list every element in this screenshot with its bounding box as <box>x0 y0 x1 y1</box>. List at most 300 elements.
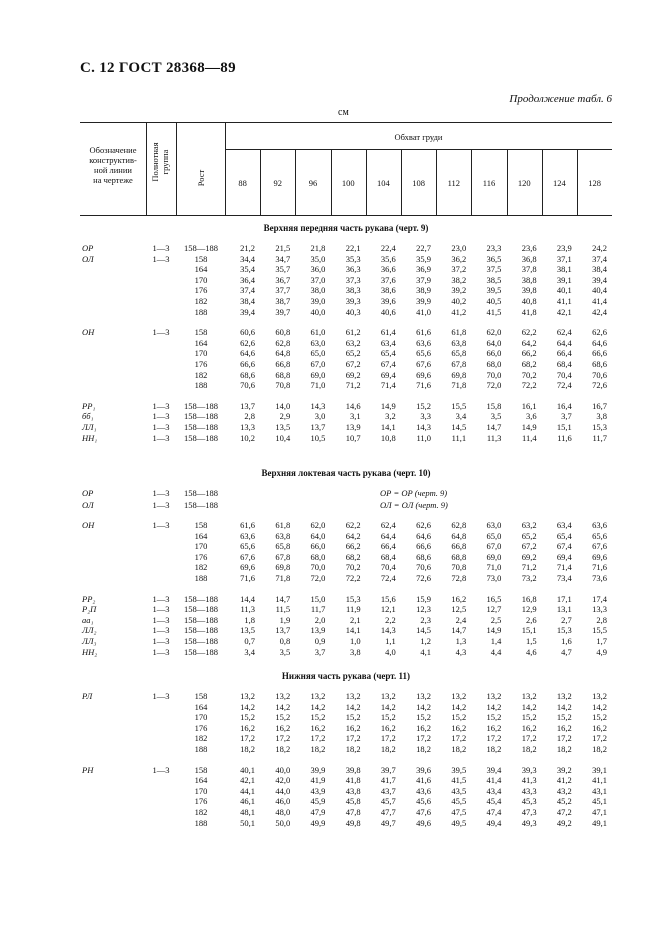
line-designation: ОН <box>82 520 95 530</box>
cell-value: 14,7 <box>275 593 291 604</box>
cell-value: 45,8 <box>345 796 361 807</box>
cell-value: 3,8 <box>596 411 607 422</box>
cell-value: 43,3 <box>521 785 537 796</box>
cell-value: 16,2 <box>521 722 537 733</box>
cell-value: 64,6 <box>240 348 255 359</box>
cell-value: 21,2 <box>240 243 255 253</box>
height-value: 158—188 <box>184 422 218 432</box>
cell-value: 47,4 <box>486 807 502 817</box>
height-value: 182 <box>194 369 208 380</box>
height-value: 176 <box>194 285 208 296</box>
cell-value: 62,0 <box>486 327 502 338</box>
cell-value: 1,2 <box>420 636 431 646</box>
cell-value: 43,4 <box>486 785 502 796</box>
cell-value: 69,6 <box>592 551 607 562</box>
cell-value: 14,2 <box>486 701 502 712</box>
cell-value: 50,1 <box>240 817 255 828</box>
cell-value: 73,0 <box>486 573 502 583</box>
cell-value: 14,2 <box>556 701 572 712</box>
cell-value: 11,6 <box>557 432 572 443</box>
cell-value: 15,8 <box>486 400 502 411</box>
cell-value: 71,2 <box>521 562 537 573</box>
cell-value: 4,1 <box>420 646 431 657</box>
height-value: 158 <box>194 691 208 701</box>
cell-value: 15,2 <box>486 712 502 723</box>
cell-value: 64,6 <box>592 337 607 348</box>
cell-value: 39,8 <box>521 285 537 296</box>
cell-value: 46,1 <box>240 796 255 807</box>
cell-value: 41,0 <box>416 306 431 317</box>
cell-value: 13,9 <box>345 422 361 432</box>
cell-value: 16,2 <box>416 722 431 733</box>
cell-value: 41,7 <box>380 775 396 786</box>
cell-value: 50,0 <box>275 817 291 828</box>
cell-value: 38,0 <box>310 285 326 296</box>
cell-value: 12,3 <box>416 604 431 615</box>
cell-value: 2,5 <box>490 614 502 625</box>
cell-value: 69,4 <box>556 551 572 562</box>
cell-value: 15,2 <box>556 712 572 723</box>
cell-value: 35,4 <box>240 264 255 275</box>
cell-value: 40,0 <box>310 306 326 317</box>
cell-value: 14,9 <box>521 422 537 432</box>
cell-value: 3,7 <box>561 411 572 422</box>
height-value: 182 <box>194 562 208 573</box>
cell-value: 39,6 <box>380 296 396 306</box>
cell-value: 3,0 <box>314 411 326 422</box>
cell-value: 2,9 <box>279 411 291 422</box>
line-designation: Р₂П <box>82 604 97 615</box>
cell-value: 67,6 <box>592 541 607 552</box>
cell-value: 37,4 <box>592 253 607 264</box>
cell-value: 13,2 <box>240 691 255 701</box>
cell-value: 72,6 <box>592 380 607 391</box>
height-value: 158 <box>194 327 208 338</box>
cell-value: 15,1 <box>556 422 572 432</box>
cell-value: 36,0 <box>310 264 326 275</box>
table-header-bottom-rule <box>80 215 612 216</box>
height-value: 164 <box>194 701 208 712</box>
fullness-group: 1—3 <box>152 400 170 411</box>
height-value: 182 <box>194 807 208 817</box>
height-value: 158—188 <box>184 593 218 604</box>
line-designation: бб₁ <box>82 411 94 422</box>
fullness-group: 1—3 <box>152 488 170 498</box>
fullness-group: 1—3 <box>152 593 170 604</box>
cell-value: 16,2 <box>240 722 255 733</box>
cell-value: 66,4 <box>380 541 396 552</box>
cell-value: 42,1 <box>240 775 255 786</box>
cell-value: 68,4 <box>556 359 572 369</box>
cell-value: 3,2 <box>385 411 396 422</box>
cell-value: 42,0 <box>275 775 291 786</box>
fullness-group: 1—3 <box>152 625 170 636</box>
cell-value: 63,4 <box>556 520 572 530</box>
cell-value: 1,4 <box>490 636 502 646</box>
cell-value: 49,3 <box>521 817 537 828</box>
cell-value: 71,8 <box>451 380 467 391</box>
cell-value: 41,1 <box>556 296 572 306</box>
cell-value: 14,2 <box>416 701 431 712</box>
cell-value: 42,4 <box>592 306 607 317</box>
cell-value: 16,2 <box>380 722 396 733</box>
cell-value: 18,2 <box>240 744 255 754</box>
cell-value: 15,2 <box>521 712 537 723</box>
height-value: 164 <box>194 264 208 275</box>
reference-note: ОЛ = ОЛ (черт. 9) <box>380 500 448 510</box>
cell-value: 69,0 <box>310 369 326 380</box>
cell-value: 72,4 <box>380 573 396 583</box>
cell-value: 42,1 <box>556 306 572 317</box>
cell-value: 70,2 <box>345 562 361 573</box>
cell-value: 16,8 <box>521 593 537 604</box>
cell-value: 22,4 <box>380 243 396 253</box>
height-value: 158 <box>194 764 208 775</box>
fullness-group: 1—3 <box>152 253 170 264</box>
cell-value: 71,6 <box>240 573 255 583</box>
cell-value: 41,2 <box>556 775 572 786</box>
height-value: 158—188 <box>184 432 218 443</box>
cell-value: 13,3 <box>240 422 255 432</box>
cell-value: 37,1 <box>556 253 572 264</box>
line-designation: ЛЛ₂ <box>82 625 97 636</box>
cell-value: 21,5 <box>275 243 291 253</box>
height-value: 170 <box>194 785 208 796</box>
cell-value: 61,2 <box>345 327 361 338</box>
cell-value: 70,6 <box>416 562 431 573</box>
cell-value: 65,0 <box>310 348 326 359</box>
cell-value: 14,7 <box>486 422 502 432</box>
cell-value: 3,8 <box>349 646 361 657</box>
cell-value: 35,3 <box>345 253 361 264</box>
cell-value: 49,4 <box>486 817 502 828</box>
cell-value: 39,1 <box>592 764 607 775</box>
cell-value: 41,2 <box>451 306 467 317</box>
height-value: 170 <box>194 274 208 285</box>
cell-value: 36,6 <box>380 264 396 275</box>
cell-value: 17,1 <box>556 593 572 604</box>
cell-value: 62,6 <box>240 337 255 348</box>
cell-value: 63,2 <box>521 520 537 530</box>
cell-value: 15,6 <box>380 593 396 604</box>
height-value: 176 <box>194 796 208 807</box>
cell-value: 22,7 <box>416 243 431 253</box>
cell-value: 39,3 <box>345 296 361 306</box>
cell-value: 17,2 <box>240 733 255 744</box>
cell-value: 17,2 <box>310 733 326 744</box>
cell-value: 11,7 <box>592 432 607 443</box>
cell-value: 18,2 <box>556 744 572 754</box>
chest-size-label: 88 <box>238 178 247 188</box>
cell-value: 62,0 <box>310 520 326 530</box>
fullness-group: 1—3 <box>152 604 170 615</box>
cell-value: 41,5 <box>451 775 467 786</box>
cell-value: 37,4 <box>240 285 255 296</box>
cell-value: 13,7 <box>240 400 255 411</box>
cell-value: 39,6 <box>416 764 431 775</box>
cell-value: 49,2 <box>556 817 572 828</box>
cell-value: 1,9 <box>279 614 291 625</box>
cell-value: 13,2 <box>486 691 502 701</box>
chest-size-label: 92 <box>273 178 283 188</box>
cell-value: 15,2 <box>592 712 607 723</box>
cell-value: 13,2 <box>380 691 396 701</box>
cell-value: 15,5 <box>451 400 467 411</box>
cell-value: 47,7 <box>380 807 396 817</box>
cell-value: 1,3 <box>455 636 467 646</box>
cell-value: 2,2 <box>385 614 396 625</box>
cell-value: 66,8 <box>275 359 291 369</box>
cell-value: 64,4 <box>556 337 572 348</box>
cell-value: 18,2 <box>380 744 396 754</box>
cell-value: 71,2 <box>345 380 361 391</box>
cell-value: 67,6 <box>240 551 255 562</box>
line-designation: ЛЛ₁ <box>82 422 97 432</box>
cell-value: 23,6 <box>521 243 537 253</box>
cell-value: 14,0 <box>275 400 291 411</box>
line-designation: ОР <box>82 488 94 498</box>
cell-value: 1,7 <box>596 636 607 646</box>
cell-value: 65,0 <box>486 530 502 541</box>
cell-value: 11,9 <box>346 604 361 615</box>
cell-value: 66,2 <box>521 348 537 359</box>
cell-value: 61,0 <box>310 327 326 338</box>
cell-value: 4,6 <box>525 646 537 657</box>
cell-value: 17,2 <box>486 733 502 744</box>
cell-value: 40,3 <box>345 306 361 317</box>
cell-value: 69,6 <box>416 369 431 380</box>
cell-value: 13,5 <box>240 625 255 636</box>
cell-value: 38,1 <box>556 264 572 275</box>
cell-value: 14,5 <box>451 422 467 432</box>
cell-value: 61,6 <box>240 520 255 530</box>
section-title: Верхняя передняя часть рукава (черт. 9) <box>263 223 429 233</box>
cell-value: 0,7 <box>244 636 255 646</box>
cell-value: 68,6 <box>416 551 431 562</box>
cell-value: 69,8 <box>451 369 467 380</box>
cell-value: 15,2 <box>275 712 291 723</box>
cell-value: 13,2 <box>521 691 537 701</box>
cell-value: 2,8 <box>244 411 255 422</box>
cell-value: 15,2 <box>310 712 326 723</box>
cell-value: 14,9 <box>380 400 396 411</box>
cell-value: 44,0 <box>275 785 291 796</box>
cell-value: 35,0 <box>310 253 326 264</box>
cell-value: 40,8 <box>521 296 537 306</box>
height-header: Рост <box>196 169 206 187</box>
cell-value: 41,8 <box>521 306 537 317</box>
cell-value: 67,6 <box>416 359 431 369</box>
cell-value: 70,6 <box>240 380 255 391</box>
cell-value: 47,9 <box>310 807 326 817</box>
cell-value: 11,0 <box>416 432 431 443</box>
cell-value: 65,6 <box>240 541 255 552</box>
height-value: 170 <box>194 348 208 359</box>
cell-value: 49,7 <box>380 817 396 828</box>
cell-value: 63,8 <box>451 337 467 348</box>
cell-value: 10,2 <box>240 432 255 443</box>
cell-value: 2,0 <box>314 614 326 625</box>
cell-value: 38,3 <box>345 285 361 296</box>
cell-value: 39,2 <box>556 764 572 775</box>
cell-value: 45,1 <box>592 796 607 807</box>
cell-value: 45,5 <box>451 796 467 807</box>
cell-value: 60,8 <box>275 327 291 338</box>
cell-value: 14,3 <box>416 422 431 432</box>
cell-value: 67,0 <box>486 541 502 552</box>
cell-value: 39,0 <box>310 296 326 306</box>
line-designation: аа₁ <box>82 614 94 625</box>
cell-value: 38,4 <box>592 264 607 275</box>
cell-value: 13,7 <box>310 422 326 432</box>
cell-value: 68,0 <box>310 551 326 562</box>
cell-value: 63,4 <box>380 337 396 348</box>
cell-value: 63,0 <box>486 520 502 530</box>
cell-value: 13,2 <box>416 691 431 701</box>
cell-value: 66,6 <box>416 541 431 552</box>
cell-value: 13,2 <box>345 691 361 701</box>
cell-value: 70,0 <box>310 562 326 573</box>
cell-value: 37,0 <box>310 274 326 285</box>
cell-value: 69,4 <box>380 369 396 380</box>
fullness-group-header: Полнотная группа <box>150 142 170 182</box>
cell-value: 67,0 <box>310 359 326 369</box>
cell-value: 15,2 <box>416 400 431 411</box>
cell-value: 39,7 <box>275 306 291 317</box>
cell-value: 66,2 <box>345 541 361 552</box>
line-designation: ОЛ <box>82 500 94 510</box>
cell-value: 2,1 <box>349 614 361 625</box>
cell-value: 15,1 <box>521 625 537 636</box>
cell-value: 40,6 <box>380 306 396 317</box>
cell-value: 14,3 <box>310 400 326 411</box>
cell-value: 68,4 <box>380 551 396 562</box>
cell-value: 11,3 <box>240 604 255 615</box>
cell-value: 70,2 <box>521 369 537 380</box>
height-value: 158—188 <box>184 411 218 422</box>
cell-value: 15,5 <box>592 625 607 636</box>
cell-value: 12,9 <box>521 604 537 615</box>
cell-value: 47,1 <box>592 807 607 817</box>
line-designation: ОН <box>82 327 95 338</box>
cell-value: 61,8 <box>275 520 291 530</box>
cell-value: 12,7 <box>486 604 502 615</box>
cell-value: 64,8 <box>275 348 291 359</box>
cell-value: 14,2 <box>345 701 361 712</box>
cell-value: 1,5 <box>525 636 537 646</box>
cell-value: 66,4 <box>556 348 572 359</box>
cell-value: 40,4 <box>592 285 607 296</box>
cell-value: 11,7 <box>310 604 326 615</box>
line-designation-header: Обозначение конструктив- ной линии на чертеже <box>89 145 137 185</box>
cell-value: 36,4 <box>240 274 255 285</box>
cell-value: 13,2 <box>451 691 467 701</box>
cell-value: 15,2 <box>380 712 396 723</box>
cell-value: 35,6 <box>380 253 396 264</box>
cell-value: 15,0 <box>310 593 326 604</box>
cell-value: 66,0 <box>310 541 326 552</box>
cell-value: 15,3 <box>592 422 607 432</box>
cell-value: 10,5 <box>310 432 326 443</box>
cell-value: 47,5 <box>451 807 467 817</box>
chest-size-label: 124 <box>553 178 566 188</box>
fullness-group: 1—3 <box>152 520 170 530</box>
cell-value: 62,4 <box>380 520 396 530</box>
cell-value: 72,6 <box>416 573 431 583</box>
cell-value: 14,5 <box>416 625 431 636</box>
cell-value: 41,4 <box>592 296 607 306</box>
cell-value: 14,2 <box>240 701 255 712</box>
cell-value: 61,8 <box>451 327 467 338</box>
cell-value: 43,2 <box>556 785 572 796</box>
cell-value: 67,4 <box>556 541 572 552</box>
cell-value: 63,6 <box>240 530 255 541</box>
column-divider <box>146 122 147 215</box>
cell-value: 15,3 <box>345 593 361 604</box>
cell-value: 13,2 <box>275 691 291 701</box>
cell-value: 41,8 <box>345 775 361 786</box>
chest-size-label: 100 <box>341 178 355 188</box>
cell-value: 45,4 <box>486 796 502 807</box>
cell-value: 38,6 <box>380 285 396 296</box>
cell-value: 2,7 <box>561 614 572 625</box>
cell-value: 24,2 <box>592 243 607 253</box>
cell-value: 39,2 <box>451 285 467 296</box>
cell-value: 68,6 <box>240 369 255 380</box>
cell-value: 38,7 <box>275 296 291 306</box>
cell-value: 1,1 <box>385 636 396 646</box>
cell-value: 67,8 <box>451 359 467 369</box>
fullness-group: 1—3 <box>152 432 170 443</box>
cell-value: 67,4 <box>380 359 396 369</box>
cell-value: 10,8 <box>380 432 396 443</box>
height-value: 158—188 <box>184 625 218 636</box>
cell-value: 69,2 <box>521 551 537 562</box>
cell-value: 16,2 <box>451 593 467 604</box>
height-value: 164 <box>194 530 208 541</box>
cell-value: 48,1 <box>240 807 255 817</box>
cell-value: 16,2 <box>275 722 291 733</box>
height-value: 164 <box>194 337 208 348</box>
cell-value: 14,9 <box>486 625 502 636</box>
cell-value: 18,2 <box>345 744 361 754</box>
cell-value: 73,6 <box>592 573 607 583</box>
cell-value: 3,5 <box>279 646 291 657</box>
cell-value: 14,7 <box>451 625 467 636</box>
cell-value: 45,7 <box>380 796 396 807</box>
cell-value: 68,6 <box>592 359 607 369</box>
line-designation: ЛЛ₃ <box>82 636 97 646</box>
height-value: 176 <box>194 722 208 733</box>
cell-value: 70,0 <box>486 369 502 380</box>
cell-value: 14,2 <box>521 701 537 712</box>
cell-value: 36,8 <box>521 253 537 264</box>
cell-value: 69,2 <box>345 369 361 380</box>
cell-value: 62,8 <box>451 520 467 530</box>
cell-value: 38,2 <box>451 274 467 285</box>
cell-value: 1,0 <box>349 636 361 646</box>
chest-size-label: 112 <box>447 178 460 188</box>
cell-value: 2,4 <box>455 614 467 625</box>
cell-value: 37,8 <box>521 264 537 275</box>
table-top-rule <box>80 122 612 123</box>
cell-value: 43,1 <box>592 785 607 796</box>
cell-value: 39,8 <box>345 764 361 775</box>
cell-value: 65,4 <box>380 348 396 359</box>
cell-value: 71,6 <box>592 562 607 573</box>
cell-value: 69,8 <box>275 562 291 573</box>
height-value: 176 <box>194 359 208 369</box>
